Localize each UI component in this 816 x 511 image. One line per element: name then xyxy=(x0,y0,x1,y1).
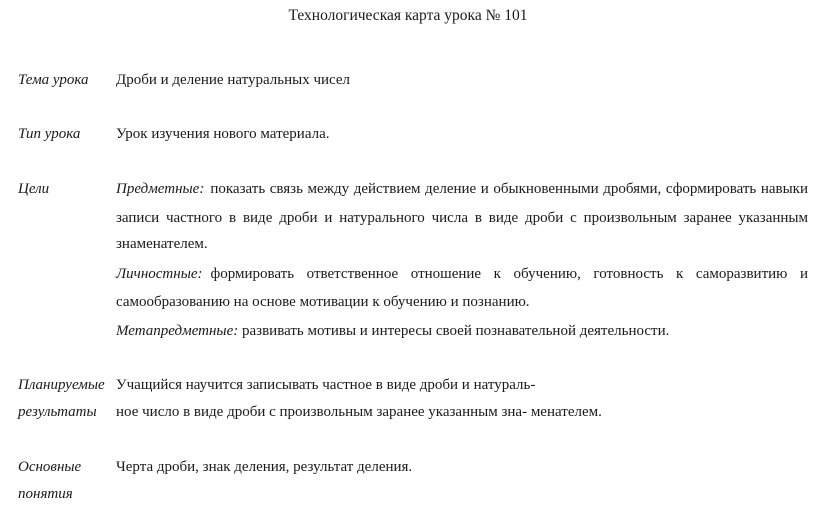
topic-label: Тема урока xyxy=(18,72,89,88)
goals-meta-heading: Метапредметные: xyxy=(116,323,239,339)
goals-subject-heading: Предметные: xyxy=(116,181,205,197)
goals-personal-heading: Личностные: xyxy=(116,266,203,282)
goals-subject-line1 xyxy=(116,181,808,198)
results-line1: Учащийся научится записывать частное в виде дроби и натураль- xyxy=(116,377,536,393)
goals-subject-line3: знаменателем. xyxy=(116,236,208,252)
goals-personal-line2: самообразованию на основе мотивации к обучению и познанию. xyxy=(116,294,530,310)
goals-meta-text: развивать мотивы и интересы своей познавательной деятельности. xyxy=(242,323,670,339)
results-label-line2: результаты xyxy=(18,404,97,420)
topic-value: Дроби и деление натуральных чисел xyxy=(116,72,350,88)
lesson-type-label: Тип урока xyxy=(18,126,81,142)
page-title: Технологическая карта урока № 101 xyxy=(288,7,528,24)
concepts-label-line2: понятия xyxy=(18,486,73,502)
goals-subject-line2: записи частного в виде дроби и натурального числа в виде дроби с произвольным заранее указанным xyxy=(116,210,808,226)
goals-label: Цели xyxy=(18,181,50,197)
goals-personal-line1 xyxy=(116,266,808,283)
concepts-label-line1: Основные xyxy=(18,459,82,475)
goals-subject-text1: показать связь между действием деление и обыкновенными дробями, сформировать навыки xyxy=(210,181,808,197)
lesson-type-value: Урок изучения нового материала. xyxy=(116,126,330,142)
concepts-value: Черта дроби, знак деления, результат деления. xyxy=(116,459,413,475)
results-label-line1: Планируемые xyxy=(18,377,105,393)
results-line2: ное число в виде дроби с произвольным заранее указанным зна- менателем. xyxy=(116,404,602,420)
goals-meta-line xyxy=(116,323,669,340)
goals-personal-text1: формировать ответственное отношение к обучению, готовность к саморазвитию и xyxy=(210,266,808,282)
